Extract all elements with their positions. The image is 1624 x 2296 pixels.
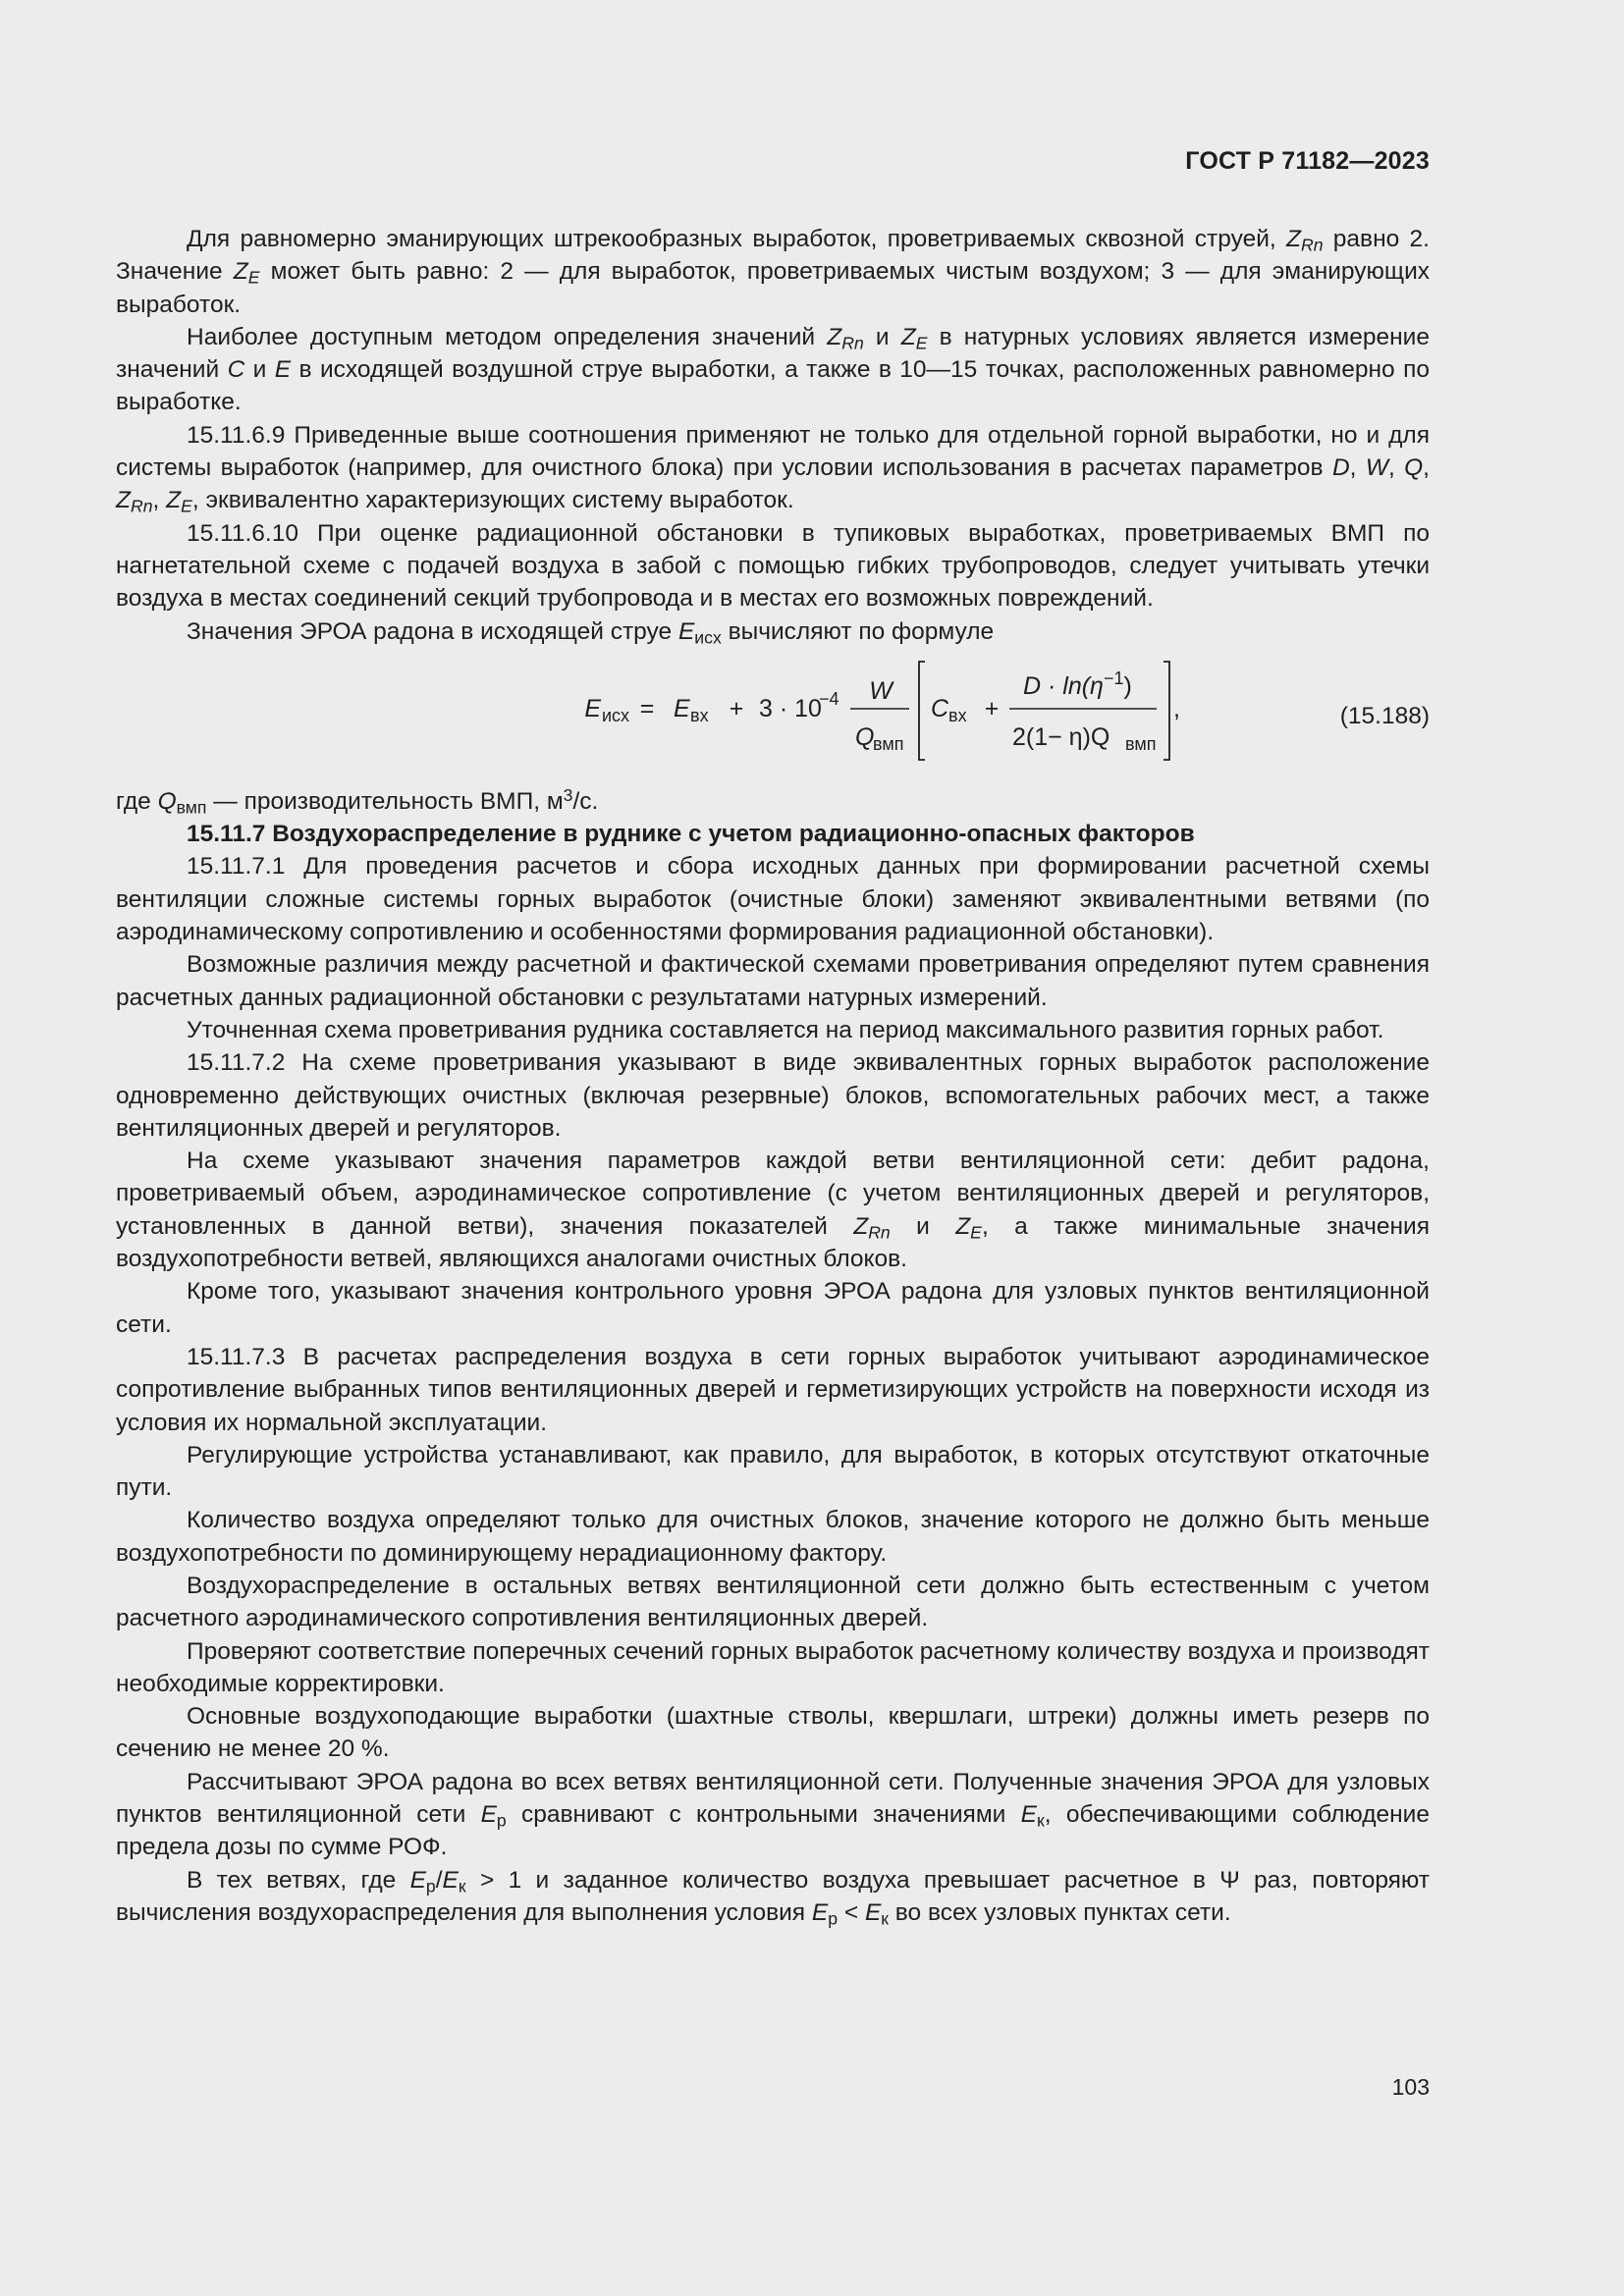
paragraph-21: В тех ветвях, где $E_р/E_к > 1$ и заданное количество воздуха превышает расчетное в Ψ раз, повторяют вычисления воздухораспределения для выполнения условия $E_р < E_к$ во всех узловых пунктах сети. <box>116 1866 1430 1929</box>
svg-text:E: E <box>584 694 601 722</box>
svg-text:3 · 10: 3 · 10 <box>759 694 822 722</box>
svg-text:−4: −4 <box>819 688 839 709</box>
paragraph-9: Возможные различия между расчетной и фактической схемами проветривания определяют путем сравнения расчетных данных радиационной обстановки с результатами натурных измерений. <box>116 951 1430 1011</box>
section-heading: 15.11.7 Воздухораспределение в руднике с учетом радиационно-опасных факторов <box>187 821 1195 848</box>
svg-text:D · ln(η−1): $D \cdot \ln(\eta^{-1})$ <box>1023 667 1132 700</box>
svg-text:вх: вх <box>948 705 967 725</box>
svg-text:C: C <box>931 694 949 722</box>
page-number: 103 <box>1391 2074 1430 2100</box>
svg-text:2(1− η)Q: 2(1− η)Q <box>1012 722 1110 751</box>
paragraph-4: 15.11.6.10 При оценке радиационной обстановки в тупиковых выработках, проветриваемых ВМП по нагнетательной схеме с подачей воздуха в забой с помощью гибких трубопроводов, следует учитывать утечки воздуха в местах соединений секций трубопровода и в местах его возможных повреждений. <box>116 519 1430 613</box>
formula-number: (15.188) <box>1339 702 1430 729</box>
paragraph-5: Значения ЭРОА радона в исходящей струе $E_{исх}$ вычисляют по формуле <box>187 617 995 647</box>
paragraph-12: На схеме указывают значения параметров каждой ветви вентиляционной сети: дебит радона, проветриваемый объем, аэродинамическое сопротивление (с учетом вентиляционных дверей и регуляторов, установленных в данной ветви), значения показателей $Z_{Rn}$ и $Z_E$, а также минимальные значения воздухопотребности ветвей, являющихся аналогами очистных блоков. <box>116 1148 1430 1273</box>
paragraph-20: Рассчитывают ЭРОА радона во всех ветвях вентиляционной сети. Полученные значения ЭРОА для узловых пунктов вентиляционной сети $E_р$ сравнивают с контрольными значениями $E_к$, обеспечивающими соблюдение предела дозы по сумме РОФ. <box>116 1768 1430 1861</box>
svg-text:,: , <box>1173 694 1180 722</box>
paragraph-18: Проверяют соответствие поперечных сечений горных выработок расчетному количеству воздуха и производят необходимые корректировки. <box>116 1637 1430 1697</box>
paragraph-6: где $Q_{вмп}$ — производительность ВМП, $м^3/с$. <box>116 784 599 818</box>
svg-text:вх: вх <box>690 705 709 725</box>
svg-text:вмп: вмп <box>873 733 904 754</box>
paragraph-14: 15.11.7.3 В расчетах распределения воздуха в сети горных выработок учитывают аэродинамическое сопротивление выбранных типов вентиляционных дверей и герметизирующих устройств на поверхности исходя из условия их нормальной эксплуатации. <box>116 1343 1430 1436</box>
paragraph-16: Количество воздуха определяют только для очистных блоков, значение которого не должно быть меньше воздухопотребности по доминирующему нерадиационному фактору. <box>116 1507 1430 1567</box>
paragraph-1: Для равномерно эманирующих штрекообразных выработок, проветриваемых сквозной струей, $Z_{Rn}$ равно 2. Значение $Z_E$ может быть равно: 2 — для выработок, проветриваемых чистым воздухом; 3 — для эманирующих выработок. <box>116 226 1430 318</box>
document-code: ГОСТ Р 71182—2023 <box>1185 147 1430 175</box>
paragraph-2: Наиболее доступным методом определения значений $Z_{Rn}$ и $Z_E$ в натурных условиях является измерение значений C и E в исходящей воздушной струе выработки, а также в 10—15 точках, расположенных равномерно по выработке. <box>116 323 1430 416</box>
formula-graphic <box>479 650 1186 779</box>
document-body <box>116 223 1430 1929</box>
paragraph-3: 15.11.6.9 Приведенные выше соотношения применяют не только для отдельной горной выработки, но и для системы выработок (например, для очистного блока) при условии использования в расчетах параметров D, W, Q, $Z_{Rn}$, $Z_E$, эквивалентно характеризующих систему выработок. <box>116 421 1430 516</box>
svg-text:исх: исх <box>602 705 630 725</box>
paragraph-11: 15.11.7.2 На схеме проветривания указывают в виде эквивалентных горных выработок расположение одновременно действующих очистных (включая резервные) блоков, вспомогательных рабочих мест, а также вентиляционных дверей и регуляторов. <box>116 1049 1430 1142</box>
paragraph-17: Воздухораспределение в остальных ветвях вентиляционной сети должно быть естественным с учетом расчетного аэродинамического сопротивления вентиляционных дверей. <box>116 1572 1430 1632</box>
paragraph-19: Основные воздухоподающие выработки (шахтные стволы, квершлаги, штреки) должны иметь резерв по сечению не менее 20 %. <box>116 1703 1430 1763</box>
svg-text:W: W <box>869 676 893 705</box>
paragraph-8: 15.11.7.1 Для проведения расчетов и сбора исходных данных при формировании расчетной схемы вентиляции сложные системы горных выработок (очистные блоки) заменяют эквивалентными ветвями (по аэродинамическому сопротивлению и особенностями формирования радиационной обстановки). <box>116 853 1430 946</box>
svg-text:=: = <box>639 694 655 722</box>
svg-text:Q: Q <box>855 722 875 751</box>
paragraph-10: Уточненная схема проветривания рудника составляется на период максимального развития горных работ. <box>187 1016 1384 1043</box>
paragraph-15: Регулирующие устройства устанавливают, как правило, для выработок, в которых отсутствуют откаточные пути. <box>116 1441 1430 1502</box>
svg-text:вмп: вмп <box>1125 733 1157 754</box>
paragraph-13: Кроме того, указывают значения контрольного уровня ЭРОА радона для узловых пунктов вентиляционной сети. <box>116 1278 1430 1338</box>
svg-text:E: E <box>674 694 690 722</box>
svg-text:+: + <box>984 694 1000 722</box>
svg-text:+: + <box>729 694 744 722</box>
formula-15-188 <box>116 650 1430 779</box>
